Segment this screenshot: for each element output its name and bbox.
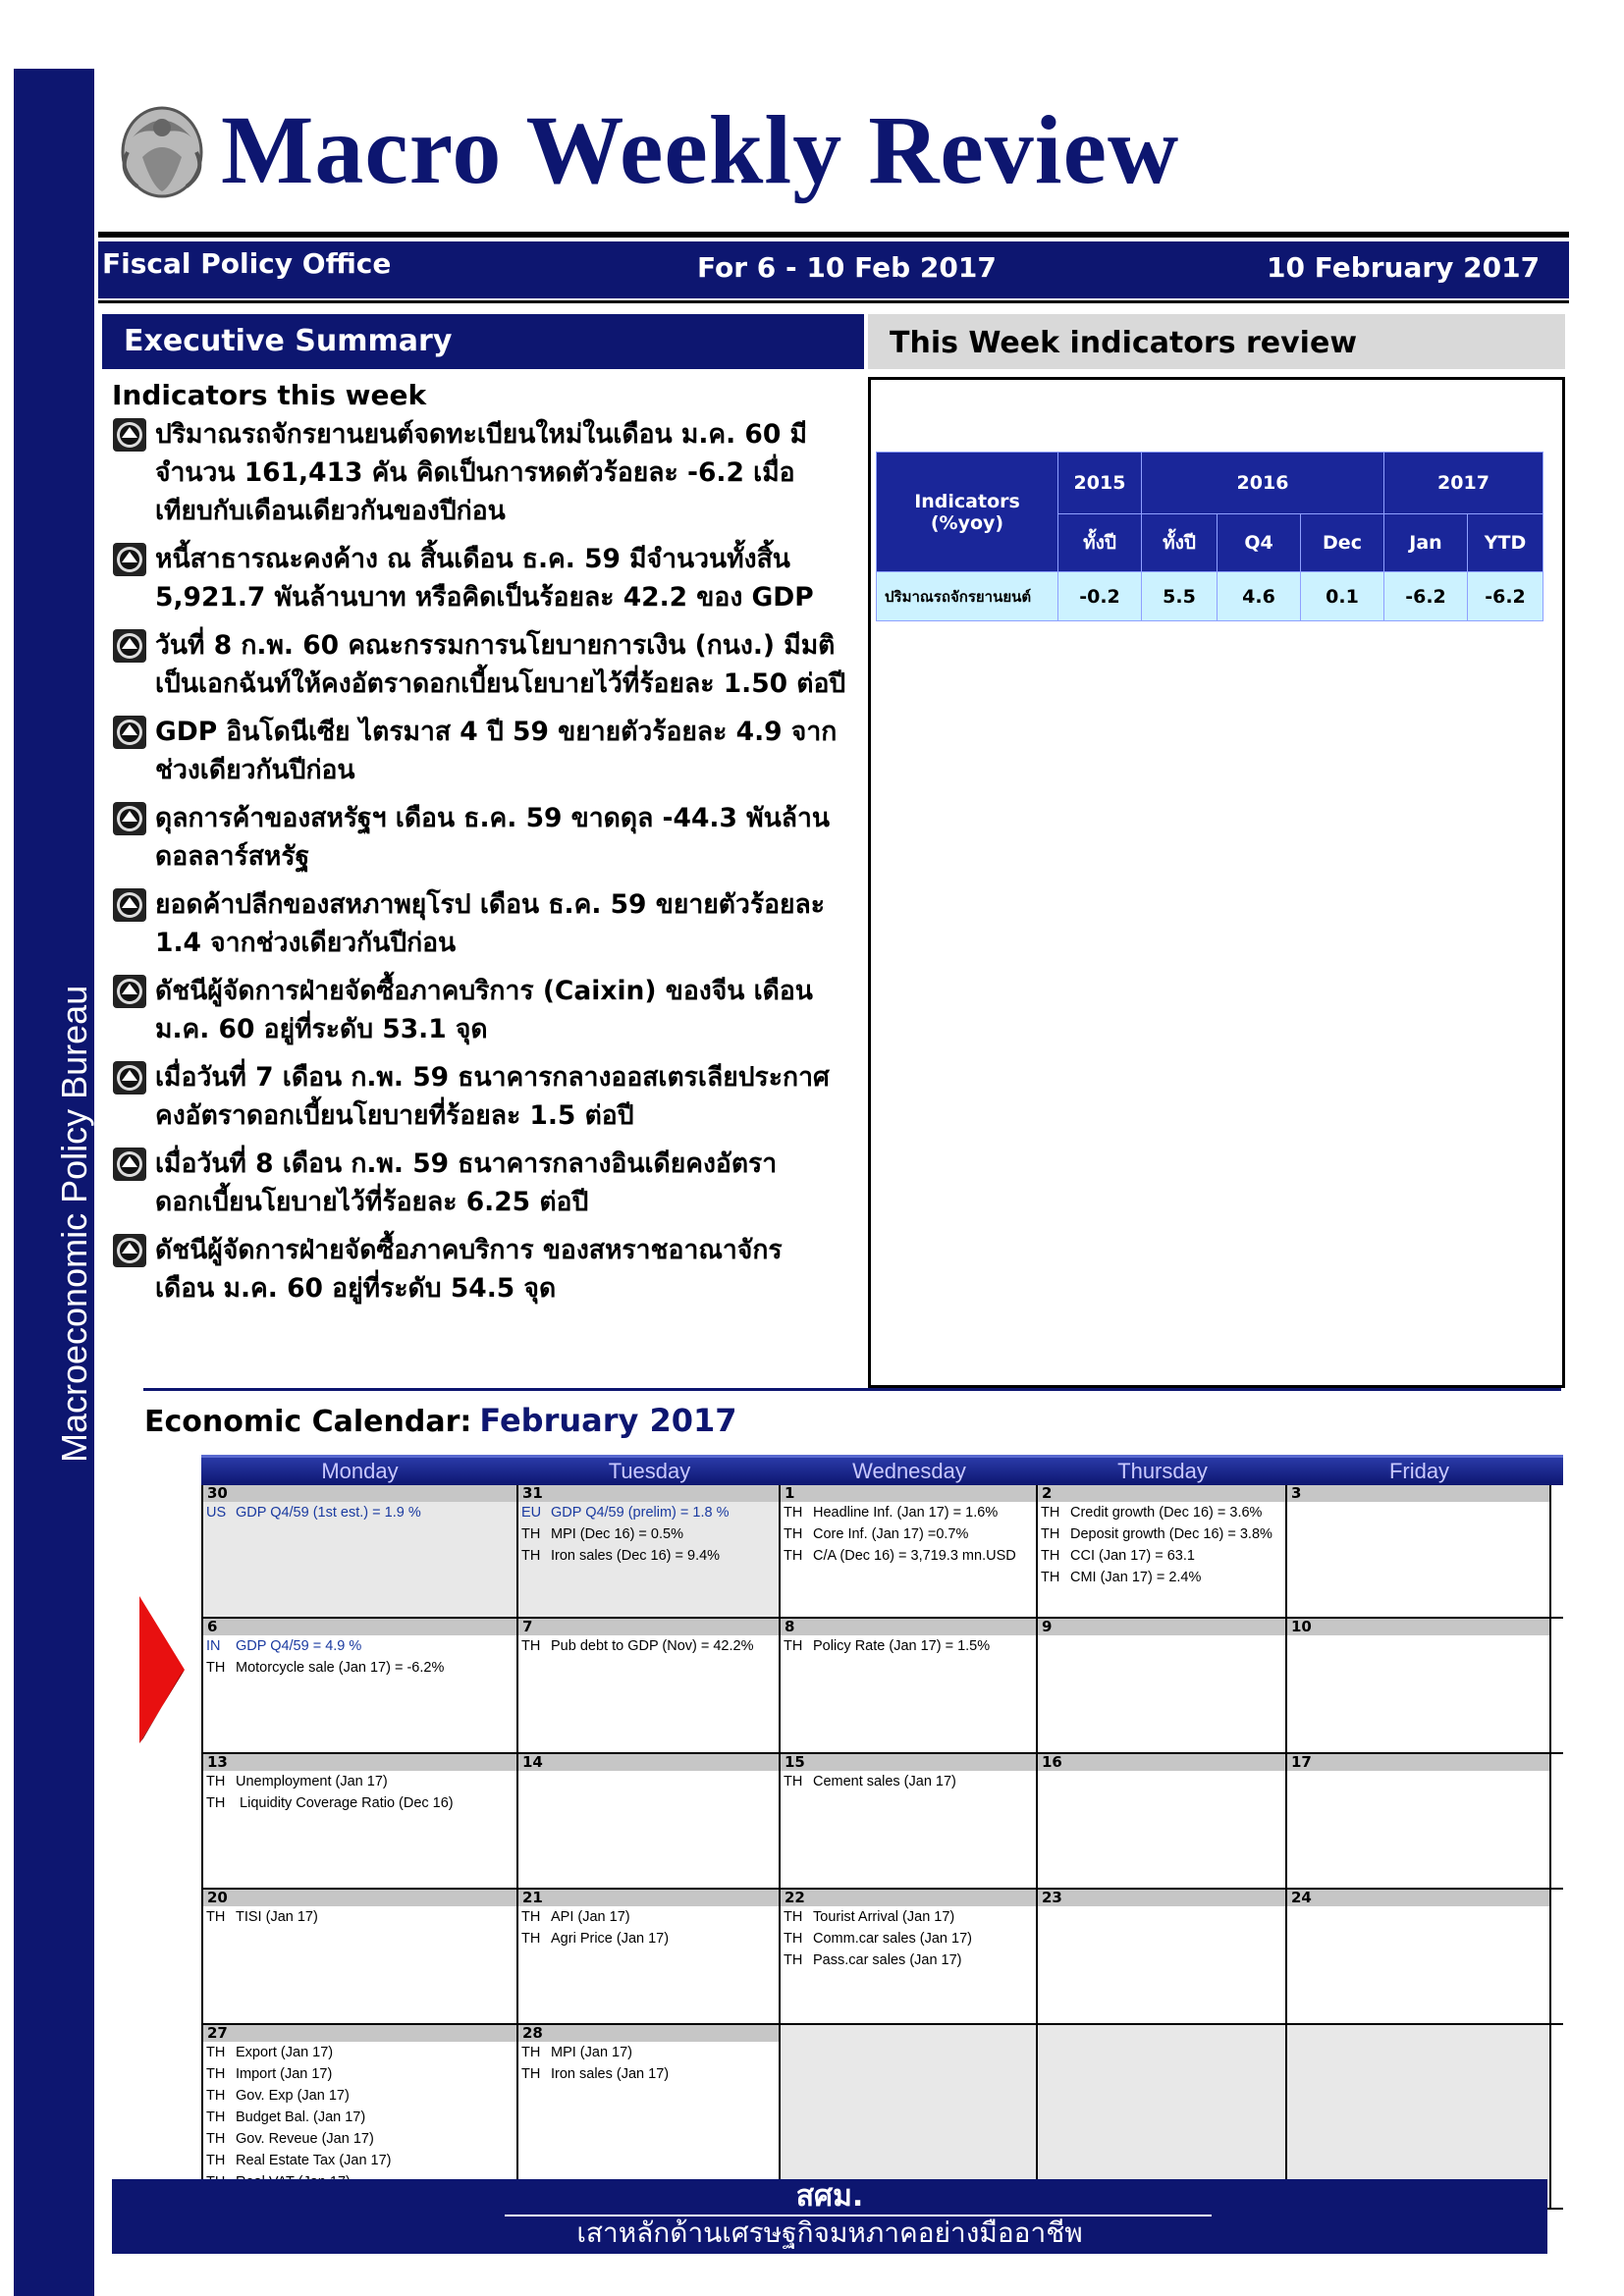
country-code: TH: [1041, 1505, 1060, 1521]
calendar-day-cell: [781, 1754, 1038, 1888]
day-header-thursday: Thursday: [1117, 1459, 1208, 1483]
day-number: 24: [1287, 1890, 1549, 1906]
event-text: Credit growth (Dec 16) = 3.6%: [1070, 1505, 1263, 1521]
summary-bullet: [112, 972, 848, 1048]
day-number: 21: [518, 1890, 779, 1906]
country-code: IN: [206, 1638, 221, 1654]
table-cell: 4.6: [1218, 572, 1301, 621]
event-text: TISI (Jan 17): [236, 1909, 318, 1925]
day-number: 13: [203, 1754, 516, 1771]
calendar-event: [203, 2107, 516, 2128]
event-text: Iron sales (Dec 16) = 9.4%: [551, 1548, 721, 1564]
calendar-event: [203, 2042, 516, 2063]
up-arrow-bullet-icon: [112, 417, 147, 453]
country-code: TH: [784, 1505, 803, 1521]
indicators-review-heading: This Week indicators review: [868, 314, 1565, 369]
up-arrow-bullet-icon: [112, 715, 147, 750]
current-week-arrow-icon: [137, 1596, 187, 1743]
period-header: ทั้งปี: [1142, 514, 1218, 572]
country-code: TH: [206, 2045, 226, 2060]
calendar-day-header: [201, 1455, 1563, 1485]
up-arrow-bullet-icon: [112, 974, 147, 1009]
calendar-event: [518, 1906, 779, 1928]
summary-bullet: [112, 540, 848, 616]
calendar-event: [203, 1657, 516, 1679]
calendar-event: [1038, 1523, 1285, 1545]
country-code: TH: [206, 1909, 226, 1925]
day-number: 10: [1287, 1619, 1549, 1635]
calendar-event: [203, 1792, 516, 1814]
country-code: TH: [521, 1638, 541, 1654]
calendar-day-cell: [1287, 1619, 1551, 1752]
economic-calendar: [201, 1455, 1563, 2210]
country-code: TH: [521, 1931, 541, 1947]
calendar-day-cell: [781, 1619, 1038, 1752]
event-text: GDP Q4/59 (1st est.) = 1.9 %: [236, 1505, 421, 1521]
event-text: MPI (Jan 17): [551, 2045, 632, 2060]
summary-bullet: [112, 1058, 848, 1135]
footer-divider: [505, 2215, 1212, 2216]
calendar-event: [781, 1771, 1036, 1792]
calendar-day-cell: [518, 1619, 781, 1752]
event-text: Export (Jan 17): [236, 2045, 334, 2060]
day-number: 16: [1038, 1754, 1285, 1771]
summary-bullet: [112, 1231, 848, 1308]
day-number: 27: [203, 2025, 516, 2042]
calendar-event: [1038, 1567, 1285, 1588]
calendar-day-cell: [1038, 1619, 1287, 1752]
row-name: ปริมาณรถจักรยานยนต์: [877, 572, 1058, 621]
indicators-table: [876, 452, 1543, 621]
country-code: TH: [784, 1909, 803, 1925]
bullet-text: หนี้สาธารณะคงค้าง ณ สิ้นเดือน ธ.ค. 59 มีจำนวนทั้งสิ้น 5,921.7 พันล้านบาท หรือคิดเป็นร้อยละ 42.2 ของ GDP: [155, 544, 814, 613]
period-header: Jan: [1384, 514, 1468, 572]
event-text: Budget Bal. (Jan 17): [236, 2109, 366, 2125]
calendar-day-cell: [1038, 1890, 1287, 2023]
divider: [98, 232, 1569, 238]
exec-summary-body: [112, 379, 848, 1317]
event-text: Motorcycle sale (Jan 17) = -6.2%: [236, 1660, 445, 1676]
footer-org: สศม.: [795, 2179, 864, 2214]
calendar-event: [203, 1906, 516, 1928]
country-code: TH: [521, 2045, 541, 2060]
country-code: TH: [206, 1795, 226, 1811]
calendar-day-cell: [781, 1890, 1038, 2023]
calendar-day-cell: [201, 1485, 518, 1617]
day-number: 3: [1287, 1485, 1549, 1502]
country-code: TH: [1041, 1570, 1060, 1585]
calendar-event: [518, 1545, 779, 1567]
day-number: 28: [518, 2025, 779, 2042]
event-text: Real Estate Tax (Jan 17): [236, 2153, 392, 2168]
calendar-event: [203, 2128, 516, 2150]
year-header: 2017: [1384, 453, 1543, 514]
calendar-week-row: [201, 1754, 1563, 1890]
garuda-logo-icon: [113, 98, 211, 201]
event-text: Pass.car sales (Jan 17): [813, 1952, 962, 1968]
calendar-day-cell: [1287, 1485, 1551, 1617]
calendar-event: [518, 2042, 779, 2063]
day-number: 31: [518, 1485, 779, 1502]
event-text: MPI (Dec 16) = 0.5%: [551, 1526, 683, 1542]
calendar-event: [203, 2085, 516, 2107]
country-code: TH: [784, 1548, 803, 1564]
calendar-day-cell: [1038, 1485, 1287, 1617]
calendar-month: February 2017: [479, 1402, 737, 1439]
event-text: Unemployment (Jan 17): [236, 1774, 388, 1789]
event-text: Import (Jan 17): [236, 2066, 333, 2082]
day-number: 30: [203, 1485, 516, 1502]
calendar-event: [781, 1523, 1036, 1545]
calendar-event: [203, 1771, 516, 1792]
country-code: TH: [521, 1548, 541, 1564]
country-code: US: [206, 1505, 227, 1521]
event-text: Iron sales (Jan 17): [551, 2066, 670, 2082]
day-number: 9: [1038, 1619, 1285, 1635]
event-text: Deposit growth (Dec 16) = 3.8%: [1070, 1526, 1272, 1542]
calendar-event: [1038, 1502, 1285, 1523]
day-number: 20: [203, 1890, 516, 1906]
calendar-event: [203, 2150, 516, 2171]
up-arrow-bullet-icon: [112, 628, 147, 664]
country-code: TH: [206, 2088, 226, 2104]
indicators-subheading: Indicators this week: [112, 379, 427, 411]
event-text: CMI (Jan 17) = 2.4%: [1070, 1570, 1202, 1585]
year-header: 2016: [1142, 453, 1384, 514]
event-text: Cement sales (Jan 17): [813, 1774, 956, 1789]
summary-bullet: [112, 713, 848, 789]
week-range: For 6 - 10 Feb 2017: [697, 251, 997, 284]
event-text: Headline Inf. (Jan 17) = 1.6%: [813, 1505, 999, 1521]
header-bar: [98, 241, 1569, 298]
calendar-event: [518, 1928, 779, 1949]
event-text: Policy Rate (Jan 17) = 1.5%: [813, 1638, 991, 1654]
bullet-text: วันที่ 8 ก.พ. 60 คณะกรรมการนโยบายการเงิน (กนง.) มีมติเป็นเอกฉันท์ให้คงอัตราดอกเบี้ยนโยบายไว้ที่ร้อยละ 1.50 ต่อปี: [155, 630, 846, 699]
calendar-event: [518, 2063, 779, 2085]
calendar-week-row: [201, 1890, 1563, 2025]
day-number: 15: [781, 1754, 1036, 1771]
period-header: Q4: [1218, 514, 1301, 572]
day-header-tuesday: Tuesday: [608, 1459, 691, 1483]
event-text: API (Jan 17): [551, 1909, 630, 1925]
event-text: Pub debt to GDP (Nov) = 42.2%: [551, 1638, 754, 1654]
day-header-friday: Friday: [1388, 1459, 1450, 1483]
bullet-text: GDP อินโดนีเซีย ไตรมาส 4 ปี 59 ขยายตัวร้อยละ 4.9 จากช่วงเดียวกันปีก่อน: [155, 717, 838, 785]
calendar-event: [781, 1906, 1036, 1928]
table-cell: 5.5: [1142, 572, 1218, 621]
bullet-text: เมื่อวันที่ 7 เดือน ก.พ. 59 ธนาคารกลางออสเตรเลียประกาศคงอัตราดอกเบี้ยนโยบายที่ร้อยละ 1.5 ต่อปี: [155, 1062, 830, 1131]
calendar-day-cell: [1287, 1890, 1551, 2023]
calendar-week-row: [201, 1619, 1563, 1754]
calendar-event: [781, 1949, 1036, 1971]
event-text: Liquidity Coverage Ratio (Dec 16): [236, 1795, 454, 1811]
up-arrow-bullet-icon: [112, 801, 147, 836]
bullet-text: ดัชนีผู้จัดการฝ่ายจัดซื้อภาคบริการ ของสหราชอาณาจักร เดือน ม.ค. 60 อยู่ที่ระดับ 54.5 จุด: [155, 1235, 783, 1304]
bullet-text: ยอดค้าปลีกของสหภาพยุโรป เดือน ธ.ค. 59 ขยายตัวร้อยละ 1.4 จากช่วงเดียวกันปีก่อน: [155, 889, 826, 958]
country-code: TH: [206, 2153, 226, 2168]
event-text: Comm.car sales (Jan 17): [813, 1931, 972, 1947]
day-number: 23: [1038, 1890, 1285, 1906]
calendar-day-cell: [201, 1890, 518, 2023]
calendar-day-cell: [518, 1890, 781, 2023]
country-code: TH: [1041, 1526, 1060, 1542]
year-header: 2015: [1058, 453, 1142, 514]
country-code: TH: [206, 2131, 226, 2147]
calendar-event: [781, 1635, 1036, 1657]
divider: [143, 1388, 1561, 1391]
summary-bullet: [112, 626, 848, 703]
summary-bullet: [112, 799, 848, 876]
country-code: TH: [784, 1931, 803, 1947]
day-number: 17: [1287, 1754, 1549, 1771]
calendar-event: [518, 1502, 779, 1523]
table-cell: -6.2: [1384, 572, 1468, 621]
period-header: YTD: [1468, 514, 1543, 572]
calendar-event: [781, 1928, 1036, 1949]
day-number: 6: [203, 1619, 516, 1635]
up-arrow-bullet-icon: [112, 887, 147, 923]
footer: [112, 2179, 1547, 2254]
event-text: C/A (Dec 16) = 3,719.3 mn.USD: [813, 1548, 1016, 1564]
day-number: 2: [1038, 1485, 1285, 1502]
day-header-monday: Monday: [321, 1459, 399, 1483]
table-cell: 0.1: [1301, 572, 1384, 621]
day-number: 1: [781, 1485, 1036, 1502]
bullet-text: ดัชนีผู้จัดการฝ่ายจัดซื้อภาคบริการ (Caixin) ของจีน เดือน ม.ค. 60 อยู่ที่ระดับ 53.1 จุด: [155, 976, 813, 1044]
up-arrow-bullet-icon: [112, 542, 147, 577]
calendar-week-row: [201, 1485, 1563, 1619]
table-cell: -6.2: [1468, 572, 1543, 621]
calendar-day-cell: [201, 1754, 518, 1888]
table-col-label: Indicators (%yoy): [877, 453, 1058, 572]
calendar-event: [781, 1502, 1036, 1523]
event-text: GDP Q4/59 (prelim) = 1.8 %: [551, 1505, 730, 1521]
day-header-wednesday: Wednesday: [852, 1459, 966, 1483]
event-text: Gov. Exp (Jan 17): [236, 2088, 350, 2104]
up-arrow-bullet-icon: [112, 1060, 147, 1095]
period-header: ทั้งปี: [1058, 514, 1142, 572]
country-code: TH: [206, 1660, 226, 1676]
day-number: 8: [781, 1619, 1036, 1635]
calendar-title: Economic Calendar: February 2017: [144, 1402, 737, 1439]
table-cell: -0.2: [1058, 572, 1142, 621]
bullet-text: ปริมาณรถจักรยานยนต์จดทะเบียนใหม่ในเดือน ม.ค. 60 มีจำนวน 161,413 คัน คิดเป็นการหดตัวร้อยละ -6.2 เมื่อเทียบกับเดือนเดียวกันของปีก่อน: [155, 419, 807, 526]
summary-bullet: [112, 415, 848, 530]
event-text: Core Inf. (Jan 17) =0.7%: [813, 1526, 969, 1542]
summary-bullet: [112, 885, 848, 962]
event-text: CCI (Jan 17) = 63.1: [1070, 1548, 1195, 1564]
calendar-event: [1038, 1545, 1285, 1567]
calendar-day-cell: [1287, 1754, 1551, 1888]
sidebar-label: Macroeconomic Policy Bureau: [54, 985, 94, 1463]
calendar-day-cell: [518, 1754, 781, 1888]
calendar-day-cell: [201, 1619, 518, 1752]
calendar-event: [203, 1502, 516, 1523]
up-arrow-bullet-icon: [112, 1147, 147, 1182]
office-name: Fiscal Policy Office: [102, 247, 392, 280]
bullet-text: ดุลการค้าของสหรัฐฯ เดือน ธ.ค. 59 ขาดดุล -44.3 พันล้านดอลลาร์สหรัฐ: [155, 803, 830, 872]
event-text: Agri Price (Jan 17): [551, 1931, 670, 1947]
country-code: TH: [206, 1774, 226, 1789]
day-number: 22: [781, 1890, 1036, 1906]
event-text: GDP Q4/59 = 4.9 %: [236, 1638, 362, 1654]
country-code: TH: [784, 1526, 803, 1542]
footer-slogan: เสาหลักด้านเศรษฐกิจมหภาคอย่างมืออาชีพ: [576, 2216, 1083, 2249]
country-code: EU: [521, 1505, 542, 1521]
day-number: 14: [518, 1754, 779, 1771]
calendar-day-cell: [1038, 1754, 1287, 1888]
event-text: Tourist Arrival (Jan 17): [813, 1909, 955, 1925]
up-arrow-bullet-icon: [112, 1233, 147, 1268]
issue-date: 10 February 2017: [1267, 251, 1541, 284]
country-code: TH: [521, 2066, 541, 2082]
calendar-event: [203, 2063, 516, 2085]
country-code: TH: [206, 2109, 226, 2125]
calendar-event: [203, 1635, 516, 1657]
page-title: Macro Weekly Review: [221, 95, 1180, 204]
country-code: TH: [784, 1952, 803, 1968]
calendar-event: [518, 1523, 779, 1545]
country-code: TH: [1041, 1548, 1060, 1564]
summary-bullet: [112, 1145, 848, 1221]
calendar-day-cell: [518, 1485, 781, 1617]
exec-summary-heading: Executive Summary: [102, 314, 864, 369]
event-text: Gov. Reveue (Jan 17): [236, 2131, 374, 2147]
country-code: TH: [784, 1774, 803, 1789]
bullet-text: เมื่อวันที่ 8 เดือน ก.พ. 59 ธนาคารกลางอินเดียคงอัตราดอกเบี้ยนโยบายไว้ที่ร้อยละ 6.25 ต่อปี: [155, 1148, 778, 1217]
country-code: TH: [784, 1638, 803, 1654]
divider: [98, 300, 1569, 303]
day-number: 7: [518, 1619, 779, 1635]
country-code: TH: [521, 1909, 541, 1925]
calendar-event: [518, 1635, 779, 1657]
period-header: Dec: [1301, 514, 1384, 572]
calendar-day-cell: [781, 1485, 1038, 1617]
calendar-event: [781, 1545, 1036, 1567]
country-code: TH: [521, 1526, 541, 1542]
country-code: TH: [206, 2066, 226, 2082]
